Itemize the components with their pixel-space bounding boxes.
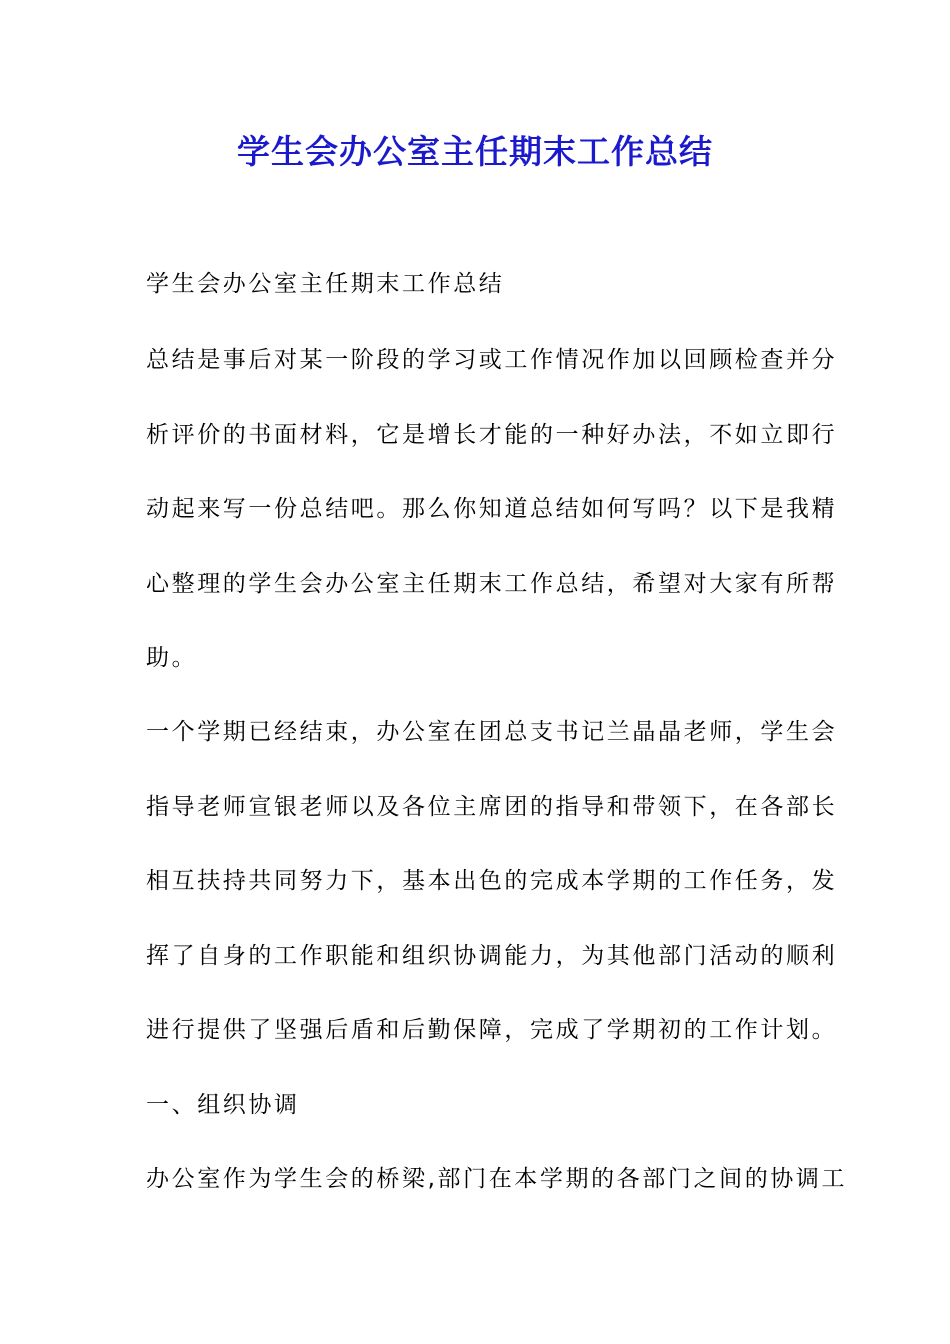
paragraph-line: 办公室作为学生会的桥梁,部门在本学期的各部门之间的协调工 [146, 1166, 848, 1192]
document-subtitle [146, 247, 806, 322]
paragraph-line: 析评价的书面材料，它是增长才能的一种好办法，不如立即行 [146, 421, 838, 448]
paragraph-line: 相互扶持共同努力下，基本出色的完成本学期的工作任务，发 [146, 868, 838, 894]
paragraph-line: 总结是事后对某一阶段的学习或工作情况作加以回顾检查并分 [146, 347, 838, 373]
paragraph-line: 动起来写一份总结吧。那么你知道总结如何写吗？以下是我精 [146, 496, 838, 522]
section-heading-text: 一、组织协调 [146, 1092, 300, 1118]
paragraph-line: 一个学期已经结束，办公室在团总支书记兰晶晶老师，学生会 [146, 719, 838, 745]
intro-paragraph [146, 323, 838, 696]
section-paragraph [146, 1142, 848, 1217]
subtitle-line: 学生会办公室主任期末工作总结 [146, 271, 505, 297]
paragraph-line: 助。 [146, 645, 198, 671]
document-title: 学生会办公室主任期末工作总结 [237, 132, 713, 171]
paragraph-line: 指导老师宣银老师以及各位主席团的指导和带领下，在各部长 [146, 793, 838, 820]
summary-paragraph [146, 695, 838, 1068]
section-heading [146, 1068, 806, 1143]
paragraph-line: 心整理的学生会办公室主任期末工作总结，希望对大家有所帮 [146, 570, 838, 597]
paragraph-line: 挥了自身的工作职能和组织协调能力，为其他部门活动的顺利 [146, 942, 838, 969]
paragraph-line: 进行提供了坚强后盾和后勤保障，完成了学期初的工作计划。 [146, 1017, 838, 1043]
